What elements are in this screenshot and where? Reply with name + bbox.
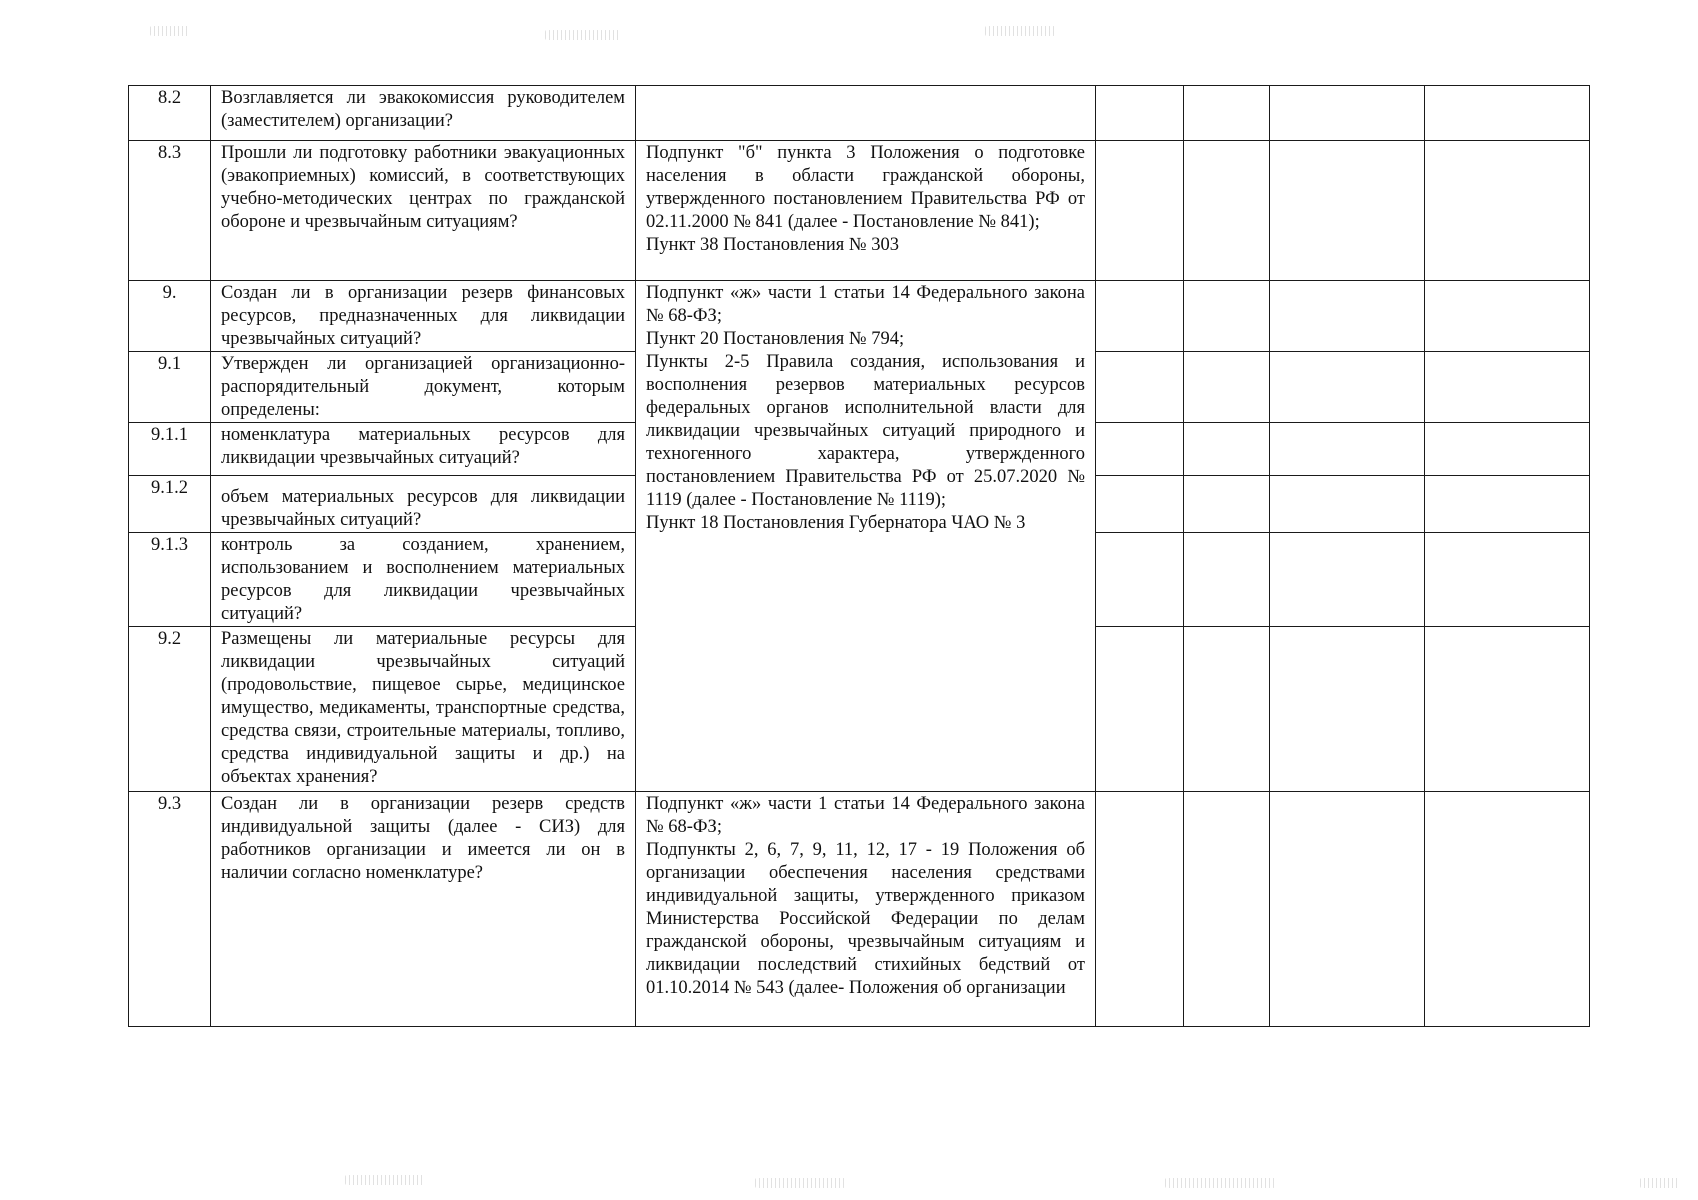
note-cell xyxy=(1425,533,1590,627)
item-number: 9.2 xyxy=(129,627,211,792)
answer-yes-cell xyxy=(1096,141,1184,281)
note-cell xyxy=(1425,281,1590,352)
question-text: Возглавляется ли эвакокомиссия руководителем (заместителем) организации? xyxy=(211,86,636,141)
scan-artifact xyxy=(1165,1178,1275,1188)
answer-no-cell xyxy=(1184,627,1270,792)
reference-text: Пункты 2-5 Правила создания, использования и восполнения резервов материальных ресурсов федеральных органов исполнительной власти для ликвидации чрезвычайных ситуаций природного и техногенного характера, утвержденного постановлением Правительства РФ от 25.07.2020 № 1119 (далее - Постановление № 1119); xyxy=(646,352,1085,510)
table-row xyxy=(129,86,1590,141)
table-row xyxy=(129,792,1590,1027)
not-applicable-cell xyxy=(1270,281,1425,352)
question-text: контроль за созданием, хранением, использованием и восполнением материальных ресурсов для ликвидации чрезвычайных ситуаций? xyxy=(211,533,636,627)
reference-cell xyxy=(636,281,1096,792)
answer-yes-cell xyxy=(1096,86,1184,141)
answer-yes-cell xyxy=(1096,792,1184,1027)
reference-cell xyxy=(636,86,1096,141)
answer-no-cell xyxy=(1184,792,1270,1027)
not-applicable-cell xyxy=(1270,533,1425,627)
table-row xyxy=(129,281,1590,352)
reference-text: Подпункт «ж» части 1 статьи 14 Федерального закона № 68-ФЗ; xyxy=(646,283,1085,326)
reference-text: Подпункт "б" пункта 3 Положения о подготовке населения в области гражданской обороны, утвержденного постановлением Правительства РФ от 02.11.2000 № 841 (далее - Постановление № 841); xyxy=(646,143,1085,232)
scan-artifact xyxy=(1640,1178,1680,1188)
item-number: 9.1.1 xyxy=(129,423,211,476)
answer-no-cell xyxy=(1184,281,1270,352)
scan-artifact xyxy=(345,1175,425,1185)
not-applicable-cell xyxy=(1270,86,1425,141)
reference-text: Пункт 18 Постановления Губернатора ЧАО № 3 xyxy=(646,513,1026,533)
scan-artifact xyxy=(755,1178,845,1188)
question-text: Утвержден ли организацией организационно-распорядительный документ, которым определены: xyxy=(211,352,636,423)
answer-no-cell xyxy=(1184,352,1270,423)
item-number: 9.1.3 xyxy=(129,533,211,627)
question-text: Прошли ли подготовку работники эвакуационных (эвакоприемных) комиссий, в соответствующих учебно-методических центрах по гражданской обороне и чрезвычайным ситуациям? xyxy=(211,141,636,281)
scan-artifact xyxy=(545,30,620,40)
not-applicable-cell xyxy=(1270,476,1425,533)
not-applicable-cell xyxy=(1270,792,1425,1027)
note-cell xyxy=(1425,792,1590,1027)
item-number: 9.1.2 xyxy=(129,476,211,533)
reference-text: Пункт 20 Постановления № 794; xyxy=(646,329,905,349)
question-text: Создан ли в организации резерв финансовых ресурсов, предназначенных для ликвидации чрезвычайных ситуаций? xyxy=(211,281,636,352)
not-applicable-cell xyxy=(1270,141,1425,281)
checklist-table xyxy=(128,85,1590,1027)
answer-no-cell xyxy=(1184,423,1270,476)
scan-artifact xyxy=(150,26,190,36)
item-number: 8.3 xyxy=(129,141,211,281)
answer-yes-cell xyxy=(1096,476,1184,533)
note-cell xyxy=(1425,352,1590,423)
not-applicable-cell xyxy=(1270,627,1425,792)
item-number: 9. xyxy=(129,281,211,352)
answer-yes-cell xyxy=(1096,281,1184,352)
reference-text: Пункт 38 Постановления № 303 xyxy=(646,235,899,255)
item-number: 8.2 xyxy=(129,86,211,141)
reference-text: Подпункты 2, 6, 7, 9, 11, 12, 17 - 19 Положения об организации обеспечения населения средствами индивидуальной защиты, утвержденного приказом Министерства Российской Федерации по делам гражданской обороны, чрезвычайным ситуациям и ликвидации последствий стихийных бедствий от 01.10.2014 № 543 (далее- Положения об организации xyxy=(646,840,1085,998)
note-cell xyxy=(1425,476,1590,533)
answer-yes-cell xyxy=(1096,533,1184,627)
question-text: номенклатура материальных ресурсов для ликвидации чрезвычайных ситуаций? xyxy=(211,423,636,476)
question-text: Создан ли в организации резерв средств индивидуальной защиты (далее - СИЗ) для работников организации и имеется ли он в наличии согласно номенклатуре? xyxy=(211,792,636,1027)
answer-yes-cell xyxy=(1096,423,1184,476)
question-text: Размещены ли материальные ресурсы для ликвидации чрезвычайных ситуаций (продовольствие, пищевое сырье, медицинское имущество, медикаменты, транспортные средства, средства связи, строительные материалы, топливо, средства индивидуальной защиты и др.) на объектах хранения? xyxy=(211,627,636,792)
note-cell xyxy=(1425,141,1590,281)
reference-cell xyxy=(636,792,1096,1027)
note-cell xyxy=(1425,627,1590,792)
answer-no-cell xyxy=(1184,533,1270,627)
scan-artifact xyxy=(985,26,1055,36)
answer-no-cell xyxy=(1184,141,1270,281)
reference-text: Подпункт «ж» части 1 статьи 14 Федерального закона № 68-ФЗ; xyxy=(646,794,1085,837)
answer-yes-cell xyxy=(1096,352,1184,423)
question-text: объем материальных ресурсов для ликвидации чрезвычайных ситуаций? xyxy=(211,476,636,533)
not-applicable-cell xyxy=(1270,423,1425,476)
item-number: 9.1 xyxy=(129,352,211,423)
note-cell xyxy=(1425,86,1590,141)
table-row xyxy=(129,141,1590,281)
answer-no-cell xyxy=(1184,86,1270,141)
answer-no-cell xyxy=(1184,476,1270,533)
answer-yes-cell xyxy=(1096,627,1184,792)
reference-cell xyxy=(636,141,1096,281)
not-applicable-cell xyxy=(1270,352,1425,423)
item-number: 9.3 xyxy=(129,792,211,1027)
note-cell xyxy=(1425,423,1590,476)
